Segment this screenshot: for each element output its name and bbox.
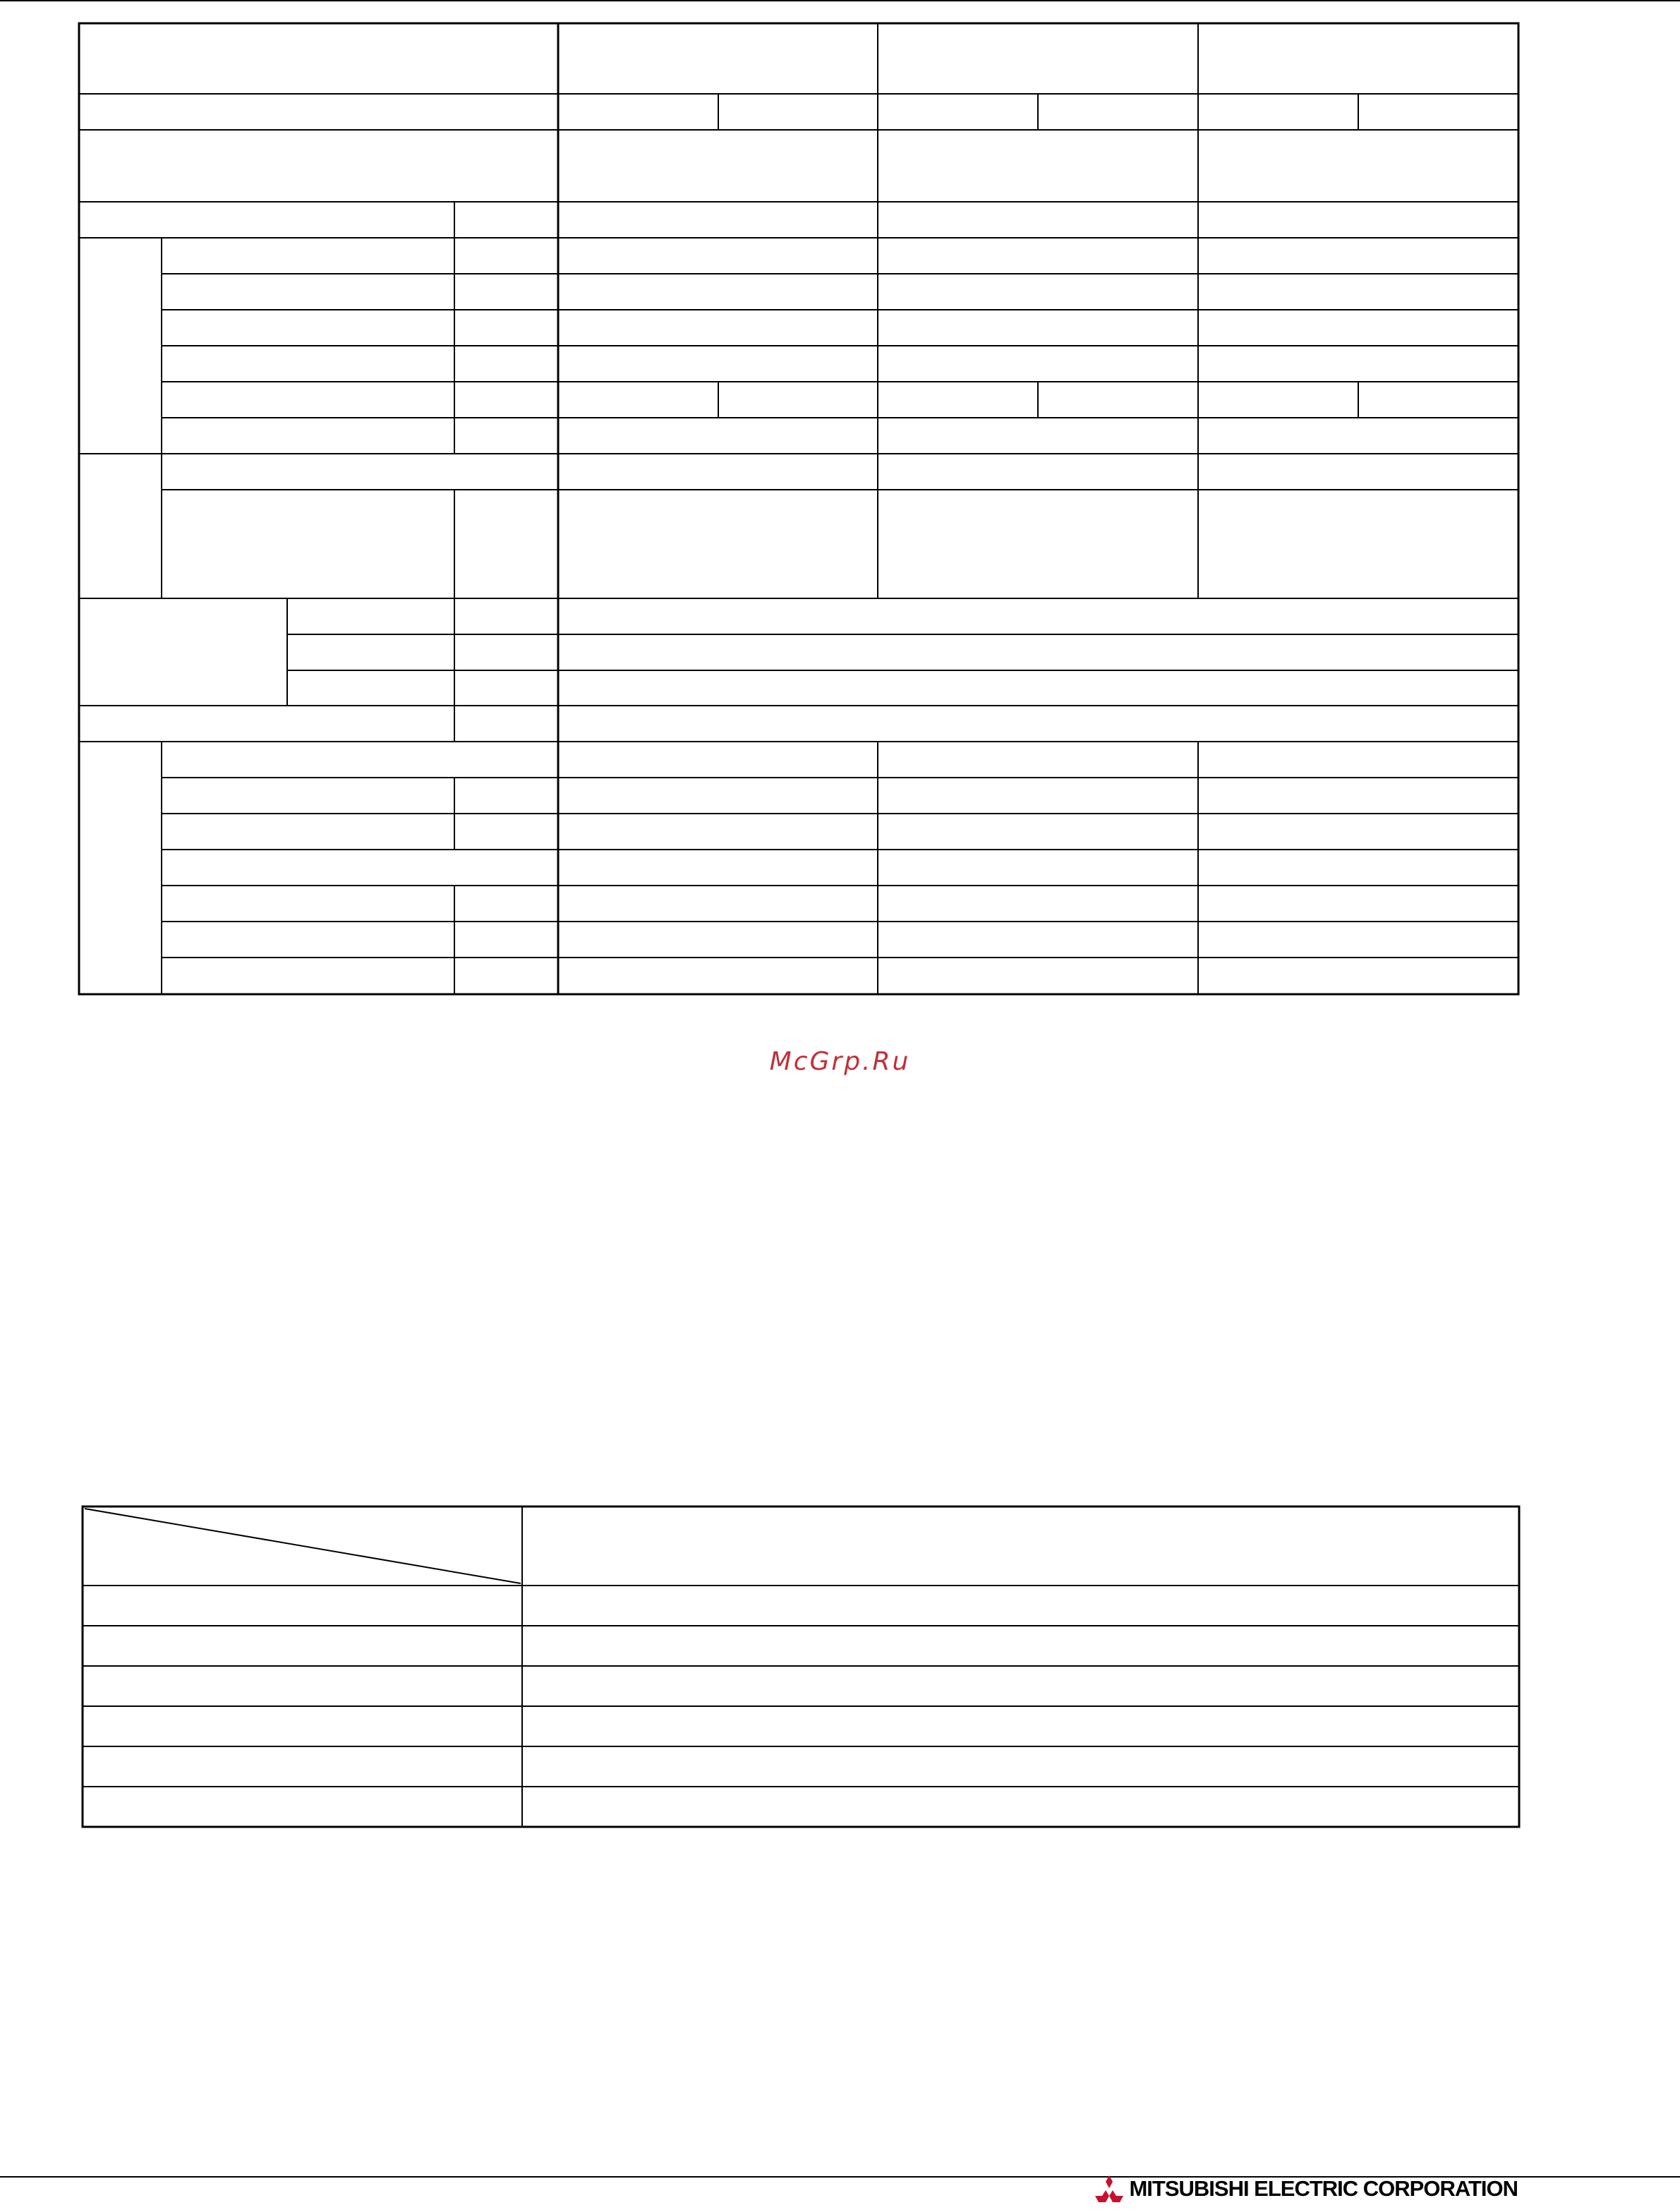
spec-table <box>78 23 1519 995</box>
watermark-text: McGrp.Ru <box>769 1047 911 1076</box>
option-table <box>82 1506 1520 1828</box>
footer-brand <box>1094 2175 1518 2203</box>
company-name: MITSUBISHI ELECTRIC CORPORATION <box>1129 2176 1518 2201</box>
three-diamond-logo-icon <box>1094 2175 1125 2202</box>
top-rule <box>0 0 1680 1</box>
